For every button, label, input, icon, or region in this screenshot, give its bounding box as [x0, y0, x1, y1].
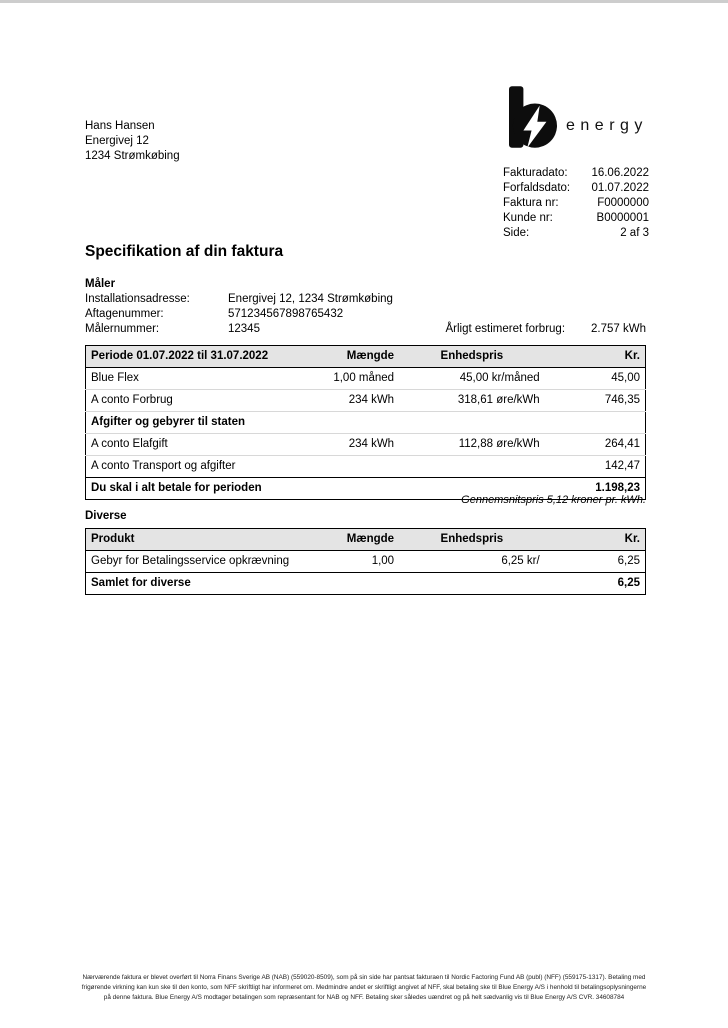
cell-amount: 45,00: [545, 368, 646, 390]
header-enhedspris: Enhedspris: [399, 346, 545, 368]
header-maengde: Mængde: [321, 529, 399, 551]
cell-unit-price: [399, 456, 545, 478]
total-label: Du skal i alt betale for perioden: [86, 478, 545, 500]
meta-value: 2 af 3: [620, 227, 649, 239]
diverse-table: [85, 528, 646, 595]
cell-desc: A conto Transport og afgifter: [91, 460, 236, 472]
diverse-table-container: [85, 528, 646, 595]
meter-label: Målernummer:: [85, 323, 160, 335]
annual-consumption: [85, 322, 646, 337]
meter-value: Energivej 12, 1234 Strømkøbing: [228, 293, 393, 305]
cell-amount: 264,41: [545, 434, 646, 456]
table-row: [86, 368, 646, 390]
total-amount: 6,25: [545, 573, 646, 595]
period-table-container: [85, 345, 646, 500]
cell-qty: 234 kWh: [321, 434, 399, 456]
cell-amount: 746,35: [545, 390, 646, 412]
meter-value: 12345: [228, 323, 260, 335]
cell-amount: [545, 412, 646, 434]
legal-fine-print: [14, 973, 714, 1003]
brand-logo: [509, 86, 648, 148]
meta-value: B0000001: [596, 212, 649, 224]
meta-value: 16.06.2022: [591, 167, 649, 179]
cell-qty: [321, 412, 399, 434]
diverse-table-header-row: [86, 529, 646, 551]
fine-print-line: på denne faktura. Blue Energy A/S modtager betalingen som repræsentant for NAB og NFF. Betaling sker således uændret og på helt sædvanlig vis til Blue Energy A/S CVR. 34608784: [103, 994, 625, 1001]
header-enhedspris: Enhedspris: [399, 529, 545, 551]
table-row: [86, 390, 646, 412]
brand-wordmark: energy: [566, 117, 648, 134]
meter-row-installationsadresse: [85, 292, 646, 307]
recipient-city: 1234 Strømkøbing: [85, 150, 180, 162]
meter-row-aftagenummer: [85, 307, 646, 322]
lightning-bolt-b-icon: [509, 86, 557, 148]
period-table: [85, 345, 646, 500]
table-row: [86, 551, 646, 573]
meta-row-faktura-nr: [503, 196, 649, 211]
meta-row-side: [503, 226, 649, 241]
meta-label: Forfaldsdato:: [503, 182, 571, 194]
total-amount: 1.198,23: [545, 478, 646, 500]
header-produkt: Produkt: [86, 529, 321, 551]
table-row: [86, 434, 646, 456]
total-label: Samlet for diverse: [86, 573, 545, 595]
cell-unit-price: 45,00 kr/måned: [399, 368, 545, 390]
recipient-name: Hans Hansen: [85, 120, 155, 132]
annual-consumption-value: 2.757 kWh: [591, 323, 646, 335]
cell-amount: 142,47: [604, 460, 640, 472]
period-table-header-row: [86, 346, 646, 368]
table-section-row: [86, 412, 646, 434]
cell-desc: A conto Elafgift: [86, 434, 321, 456]
cell-qty: 234 kWh: [321, 390, 399, 412]
header-kr: Kr.: [545, 529, 646, 551]
meta-label: Side:: [503, 227, 530, 239]
cell-unit-price: 112,88 øre/kWh: [399, 434, 545, 456]
meta-value: 01.07.2022: [591, 182, 649, 194]
meta-row-forfaldsdato: [503, 181, 649, 196]
cell-desc: Afgifter og gebyrer til staten: [86, 412, 321, 434]
cell-desc: Blue Flex: [86, 368, 321, 390]
diverse-heading: Diverse: [85, 510, 127, 522]
cell-qty: 1,00: [371, 555, 395, 567]
recipient-address-block: [85, 119, 180, 164]
cell-qty: [321, 456, 399, 478]
meta-row-kunde-nr: [503, 211, 649, 226]
meter-value: 571234567898765432: [228, 308, 344, 320]
diverse-total-row: [86, 573, 646, 595]
fine-print-line: frigørende virkning kan kun ske til den konto, som NFF skriftligt har informeret om. Medmindre andet er skriftligt angivet af NFF, skal betaling ske til Blue Energy A/S i henhold til betalingsoplysningerne: [81, 984, 647, 991]
meta-row-fakturadato: [503, 166, 649, 181]
page-title: Specifikation af din faktura: [85, 243, 284, 260]
cell-unit-price: [399, 412, 545, 434]
invoice-meta-block: [503, 166, 649, 241]
fine-print-line: Nærværende faktura er blevet overført til Norra Finans Sverige AB (NAB) (559020-8509), som på sin side har pantsat fakturaen til Nordic Factoring Fund AB (publ) (NFF) (559175-1317). Betaling med: [82, 974, 646, 981]
page-top-edge: [0, 0, 728, 3]
cell-unit-price: 6,25 kr/: [501, 555, 540, 567]
header-kr: Kr.: [545, 346, 646, 368]
cell-desc: A conto Forbrug: [86, 390, 321, 412]
table-row: [86, 456, 646, 478]
header-maengde: Mængde: [321, 346, 399, 368]
meta-label: Fakturadato:: [503, 167, 568, 179]
cell-qty: 1,00 måned: [321, 368, 399, 390]
meter-label: Aftagenummer:: [85, 308, 164, 320]
header-periode: Periode 01.07.2022 til 31.07.2022: [86, 346, 321, 368]
cell-amount: 6,25: [617, 555, 640, 567]
meter-label: Installationsadresse:: [85, 293, 190, 305]
cell-desc: Gebyr for Betalingsservice opkrævning: [91, 555, 290, 567]
average-price-note: Gennemsnitspris 5,12 kroner pr. kWh.: [461, 494, 646, 506]
meta-label: Kunde nr:: [503, 212, 553, 224]
meta-label: Faktura nr:: [503, 197, 559, 209]
meta-value: F0000000: [597, 197, 649, 209]
cell-unit-price: 318,61 øre/kWh: [399, 390, 545, 412]
recipient-street: Energivej 12: [85, 135, 149, 147]
annual-consumption-label: Årligt estimeret forbrug:: [445, 323, 566, 335]
meter-heading: Måler: [85, 278, 116, 290]
